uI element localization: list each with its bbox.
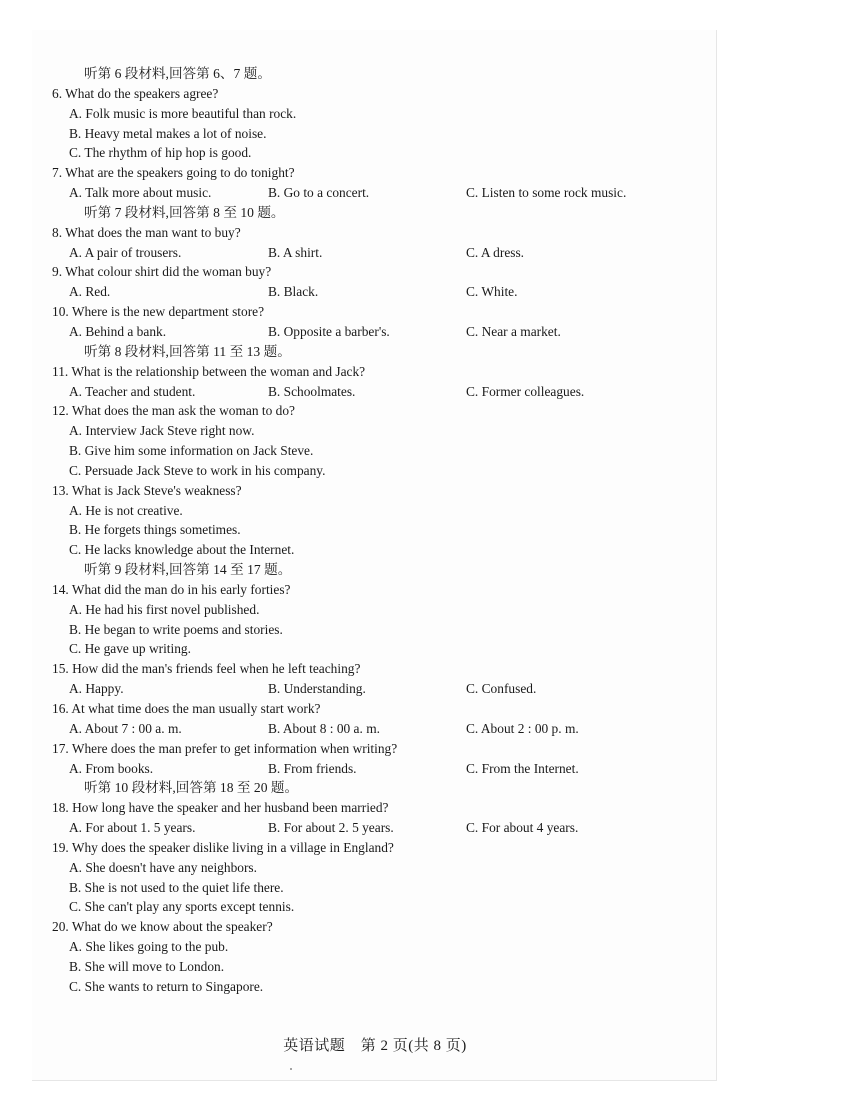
question-stem: 12. What does the man ask the woman to do? bbox=[52, 403, 295, 419]
option: B. From friends. bbox=[268, 760, 357, 776]
option: A. Teacher and student. bbox=[69, 383, 196, 399]
options-row bbox=[52, 382, 702, 402]
question-stem: 9. What colour shirt did the woman buy? bbox=[52, 264, 272, 280]
option: A. He had his first novel published. bbox=[69, 601, 260, 617]
scan-speck bbox=[290, 1068, 292, 1070]
option: A. Red. bbox=[69, 284, 111, 300]
option: A. About 7 : 00 a. m. bbox=[69, 720, 182, 736]
question-stem: 20. What do we know about the speaker? bbox=[52, 919, 273, 935]
option: C. For about 4 years. bbox=[466, 820, 579, 836]
section-header: 听第 7 段材料,回答第 8 至 10 题。 bbox=[84, 204, 285, 220]
question-stem: 6. What do the speakers agree? bbox=[52, 85, 219, 101]
question-stem: 14. What did the man do in his early forties? bbox=[52, 581, 291, 597]
option: B. Go to a concert. bbox=[268, 185, 370, 201]
option: C. A dress. bbox=[466, 244, 525, 260]
option: C. The rhythm of hip hop is good. bbox=[69, 145, 252, 161]
options-row bbox=[52, 322, 702, 342]
option: A. She doesn't have any neighbors. bbox=[69, 859, 257, 875]
option: C. Persuade Jack Steve to work in his company. bbox=[69, 462, 326, 478]
option: A. For about 1. 5 years. bbox=[69, 820, 196, 836]
question-stem: 13. What is Jack Steve's weakness? bbox=[52, 482, 242, 498]
option: C. She wants to return to Singapore. bbox=[69, 978, 264, 994]
option: B. She is not used to the quiet life there. bbox=[69, 879, 284, 895]
option: B. About 8 : 00 a. m. bbox=[268, 720, 380, 736]
question-stem: 10. Where is the new department store? bbox=[52, 304, 265, 320]
option: C. She can't play any sports except tennis. bbox=[69, 899, 295, 915]
question-stem: 17. Where does the man prefer to get information when writing? bbox=[52, 740, 398, 756]
option: B. She will move to London. bbox=[69, 958, 225, 974]
options-row bbox=[52, 759, 702, 779]
option: B. Give him some information on Jack Steve. bbox=[69, 443, 314, 459]
option: A. Talk more about music. bbox=[69, 185, 212, 201]
option: B. Opposite a barber's. bbox=[268, 323, 390, 339]
option: C. About 2 : 00 p. m. bbox=[466, 720, 579, 736]
question-stem: 11. What is the relationship between the woman and Jack? bbox=[52, 363, 366, 379]
option: C. Near a market. bbox=[466, 323, 561, 339]
option: B. He forgets things sometimes. bbox=[69, 522, 241, 538]
option: B. Understanding. bbox=[268, 681, 366, 697]
options-row bbox=[52, 679, 702, 699]
options-row bbox=[52, 719, 702, 739]
option: A. Happy. bbox=[69, 681, 124, 697]
option: B. Schoolmates. bbox=[268, 383, 356, 399]
option: C. He lacks knowledge about the Internet. bbox=[69, 542, 295, 558]
question-stem: 8. What does the man want to buy? bbox=[52, 224, 241, 240]
option: C. White. bbox=[466, 284, 518, 300]
option: C. From the Internet. bbox=[466, 760, 579, 776]
option: A. Behind a bank. bbox=[69, 323, 167, 339]
option: B. He began to write poems and stories. bbox=[69, 621, 283, 637]
options-row bbox=[52, 183, 702, 203]
question-stem: 15. How did the man's friends feel when he left teaching? bbox=[52, 661, 361, 677]
option: A. He is not creative. bbox=[69, 502, 183, 518]
option: A. A pair of trousers. bbox=[69, 244, 182, 260]
option: A. Interview Jack Steve right now. bbox=[69, 423, 255, 439]
page-footer: 英语试题 第 2 页(共 8 页) bbox=[283, 1038, 467, 1054]
section-header: 听第 8 段材料,回答第 11 至 13 题。 bbox=[84, 343, 291, 359]
option: C. He gave up writing. bbox=[69, 641, 191, 657]
option: A. Folk music is more beautiful than rock. bbox=[69, 105, 297, 121]
question-stem: 19. Why does the speaker dislike living in a village in England? bbox=[52, 839, 394, 855]
section-header: 听第 9 段材料,回答第 14 至 17 题。 bbox=[84, 562, 292, 578]
option: C. Listen to some rock music. bbox=[466, 185, 627, 201]
options-row bbox=[52, 818, 702, 838]
listening-questions bbox=[52, 64, 702, 997]
question-stem: 18. How long have the speaker and her husband been married? bbox=[52, 800, 389, 816]
question-stem: 7. What are the speakers going to do tonight? bbox=[52, 165, 295, 181]
option: B. Black. bbox=[268, 284, 319, 300]
option: B. Heavy metal makes a lot of noise. bbox=[69, 125, 267, 141]
option: C. Confused. bbox=[466, 681, 537, 697]
option: A. From books. bbox=[69, 760, 154, 776]
option: A. She likes going to the pub. bbox=[69, 939, 229, 955]
option: B. For about 2. 5 years. bbox=[268, 820, 394, 836]
section-header: 听第 6 段材料,回答第 6、7 题。 bbox=[84, 66, 271, 81]
question-stem: 16. At what time does the man usually start work? bbox=[52, 701, 321, 716]
options-row bbox=[52, 282, 702, 302]
section-header: 听第 10 段材料,回答第 18 至 20 题。 bbox=[84, 780, 299, 796]
option: C. Former colleagues. bbox=[466, 383, 585, 399]
option: B. A shirt. bbox=[268, 244, 323, 260]
options-row bbox=[52, 243, 702, 263]
